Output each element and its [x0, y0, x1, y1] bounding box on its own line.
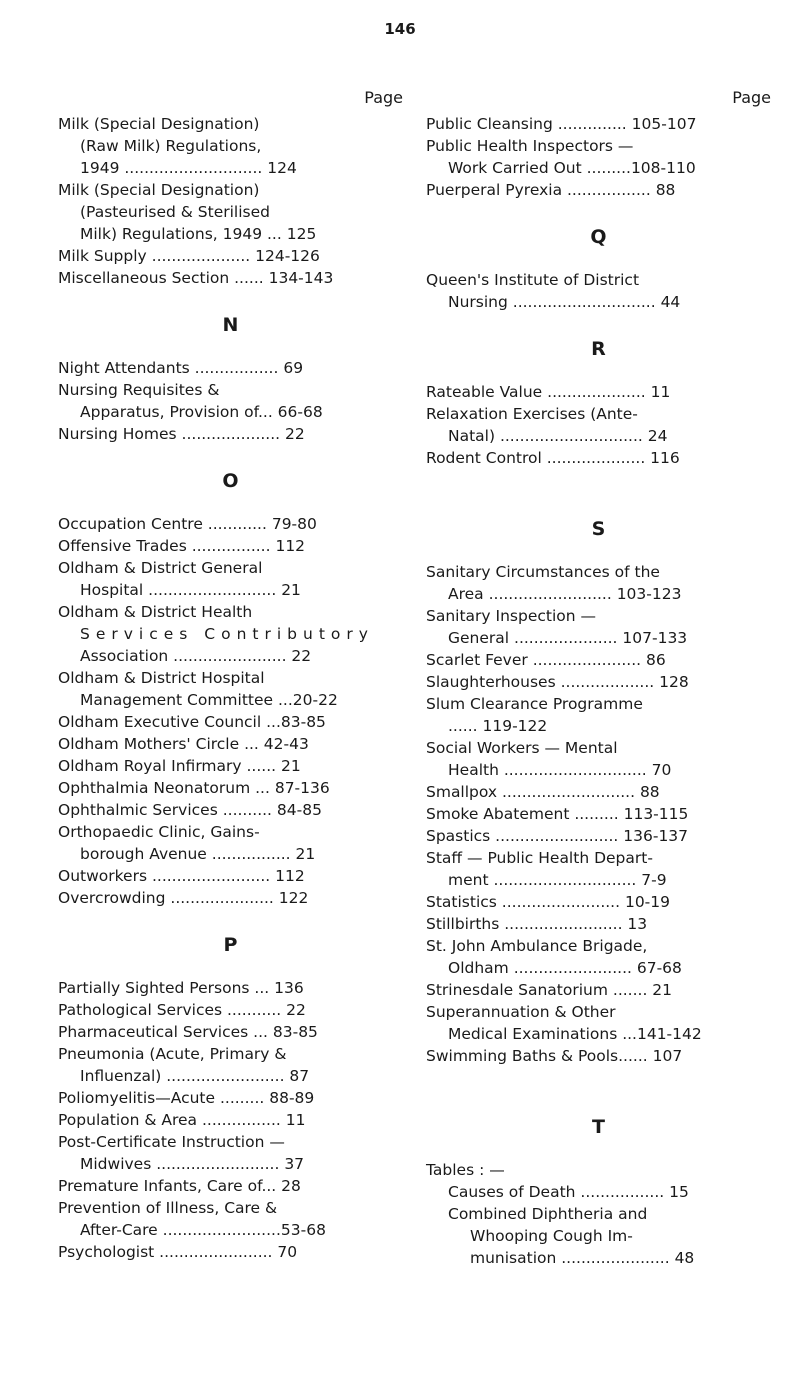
index-entry — [58, 667, 403, 711]
index-entry — [58, 1175, 403, 1197]
index-entry — [426, 113, 771, 135]
index-entry-line: Premature Infants, Care of... 28 — [58, 1177, 301, 1195]
index-entry-line: Night Attendants ................. 69 — [58, 359, 304, 377]
index-entry-line: Swimming Baths & Pools...... 107 — [426, 1047, 683, 1065]
index-entry — [426, 1045, 771, 1067]
index-entry-line: Influenzal) ........................ 87 — [80, 1067, 310, 1085]
index-entry — [426, 1001, 771, 1045]
index-entry-line: Midwives ......................... 37 — [80, 1155, 305, 1173]
index-entry — [58, 1021, 403, 1043]
index-entry — [58, 1043, 403, 1087]
index-entries — [426, 113, 771, 1269]
index-entry-line: Public Cleansing .............. 105-107 — [426, 115, 697, 133]
index-entry — [58, 711, 403, 733]
index-entry-line: Combined Diphtheria and — [448, 1205, 648, 1223]
index-entry — [426, 381, 771, 403]
index-entry — [58, 821, 403, 865]
index-entry-line: After-Care ........................53-68 — [80, 1221, 326, 1239]
index-entry — [58, 557, 403, 601]
index-entry-line: Statistics ........................ 10-19 — [426, 893, 670, 911]
index-entry-line: Milk (Special Designation) — [58, 115, 260, 133]
index-entry-line: Prevention of Illness, Care & — [58, 1199, 278, 1217]
index-entry-line: General ..................... 107-133 — [448, 629, 688, 647]
section-letter: O — [222, 470, 239, 492]
index-entry — [426, 269, 771, 313]
index-entry-line: Poliomyelitis—Acute ......... 88-89 — [58, 1089, 315, 1107]
index-entry — [426, 447, 771, 469]
index-entry — [426, 1181, 771, 1203]
index-entry — [58, 423, 403, 445]
index-entry — [426, 935, 771, 979]
index-entry-line: Oldham & District Hospital — [58, 669, 265, 687]
index-entry-line: Outworkers ........................ 112 — [58, 867, 305, 885]
index-entry-line: Strinesdale Sanatorium ....... 21 — [426, 981, 673, 999]
index-entry-line: Nursing ............................. 44 — [448, 293, 681, 311]
index-entry — [58, 755, 403, 777]
index-entry-line: Smoke Abatement ......... 113-115 — [426, 805, 689, 823]
index-entry-line: Partially Sighted Persons ... 136 — [58, 979, 304, 997]
index-entry-line: borough Avenue ................ 21 — [80, 845, 316, 863]
section-letter: R — [591, 338, 606, 360]
index-entry-line: Superannuation & Other — [426, 1003, 616, 1021]
index-entry-line: Spastics ......................... 136-137 — [426, 827, 689, 845]
index-entry-line: Scarlet Fever ...................... 86 — [426, 651, 666, 669]
section-letter: T — [592, 1116, 605, 1138]
index-entry-line: ment ............................. 7-9 — [448, 871, 667, 889]
index-entry — [58, 379, 403, 423]
index-entry-line: Relaxation Exercises (Ante- — [426, 405, 638, 423]
index-entry-line: Miscellaneous Section ...... 134-143 — [58, 269, 334, 287]
index-entry — [426, 561, 771, 605]
index-entry-line: Association ....................... 22 — [80, 647, 312, 665]
index-entry — [58, 113, 403, 179]
section-letter: P — [223, 934, 238, 956]
index-entry-line: Natal) ............................. 24 — [448, 427, 668, 445]
index-entry-line: Oldham ........................ 67-68 — [448, 959, 682, 977]
index-entry-line: Oldham & District Health — [58, 603, 253, 621]
index-entry-line: Oldham Royal Infirmary ...... 21 — [58, 757, 301, 775]
index-entry — [58, 733, 403, 755]
index-entry — [426, 693, 771, 737]
index-entry — [58, 179, 403, 245]
index-entry — [58, 799, 403, 821]
section-letter: Q — [590, 226, 607, 248]
index-entry-line: Sanitary Inspection — — [426, 607, 597, 625]
index-entry-line: Medical Examinations ...141-142 — [448, 1025, 702, 1043]
index-entry-line: Puerperal Pyrexia ................. 88 — [426, 181, 676, 199]
index-entry-line: Smallpox ........................... 88 — [426, 783, 660, 801]
index-entry — [426, 979, 771, 1001]
index-entry — [426, 847, 771, 891]
index-entry-line: Rateable Value .................... 11 — [426, 383, 671, 401]
index-entry — [58, 865, 403, 887]
index-entry-line: Oldham Mothers' Circle ... 42-43 — [58, 735, 309, 753]
index-entry-line: Post-Certificate Instruction — — [58, 1133, 285, 1151]
index-entry — [426, 1159, 771, 1181]
index-entry-line: Area ......................... 103-123 — [448, 585, 682, 603]
index-entry — [58, 777, 403, 799]
index-entry-line: Sanitary Circumstances of the — [426, 563, 660, 581]
index-entry — [426, 135, 771, 179]
index-entry — [58, 1131, 403, 1175]
index-entry — [426, 825, 771, 847]
index-entry — [426, 403, 771, 447]
index-entry — [426, 179, 771, 201]
spacer — [426, 1067, 771, 1091]
index-entry — [58, 1087, 403, 1109]
index-entry-line: Orthopaedic Clinic, Gains- — [58, 823, 260, 841]
index-entry-line: Causes of Death ................. 15 — [448, 1183, 689, 1201]
section-letter: S — [591, 518, 606, 540]
index-entry — [426, 1203, 771, 1269]
index-entry-line: Staff — Public Health Depart- — [426, 849, 653, 867]
section-letter: N — [222, 314, 239, 336]
index-entry — [58, 999, 403, 1021]
index-entry — [58, 267, 403, 289]
index-entry-line: Apparatus, Provision of... 66-68 — [80, 403, 323, 421]
page-column-header: Page — [364, 88, 403, 107]
index-entry-line: Oldham & District General — [58, 559, 263, 577]
index-entry-line: Management Committee ...20-22 — [80, 691, 338, 709]
index-entry-line: Nursing Requisites & — [58, 381, 220, 399]
index-entry-line: Whooping Cough Im- — [470, 1227, 633, 1245]
index-entry — [58, 1241, 403, 1263]
index-entry-line: Overcrowding ..................... 122 — [58, 889, 309, 907]
index-entry-line: munisation ...................... 48 — [470, 1249, 695, 1267]
index-entry — [426, 803, 771, 825]
index-entry-line: Ophthalmia Neonatorum ... 87-136 — [58, 779, 330, 797]
index-entry-line: Rodent Control .................... 116 — [426, 449, 680, 467]
index-entry-line: Tables : — — [426, 1161, 505, 1179]
index-entry — [58, 601, 403, 667]
index-entry — [58, 1109, 403, 1131]
index-entry-line: Occupation Centre ............ 79-80 — [58, 515, 317, 533]
index-entry — [426, 671, 771, 693]
index-entry — [426, 781, 771, 803]
index-entry-line: Offensive Trades ................ 112 — [58, 537, 306, 555]
index-entry-line: Milk Supply .................... 124-126 — [58, 247, 320, 265]
index-entry-line: Milk) Regulations, 1949 ... 125 — [80, 225, 317, 243]
index-entry-line: Health ............................. 70 — [448, 761, 672, 779]
index-column-right — [426, 88, 771, 1269]
index-entry-line: Population & Area ................ 11 — [58, 1111, 306, 1129]
index-entry-line: Services Contributory — [80, 625, 374, 643]
index-entry — [426, 737, 771, 781]
index-entry — [426, 649, 771, 671]
index-entry-line: Work Carried Out .........108-110 — [448, 159, 696, 177]
index-entry-line: Milk (Special Designation) — [58, 181, 260, 199]
index-entry — [58, 357, 403, 379]
index-entry-line: Pathological Services ........... 22 — [58, 1001, 306, 1019]
index-entry-line: Social Workers — Mental — [426, 739, 618, 757]
index-entry — [58, 887, 403, 909]
index-entry — [58, 535, 403, 557]
index-entry-line: (Raw Milk) Regulations, — [80, 137, 262, 155]
index-entry-line: Pharmaceutical Services ... 83-85 — [58, 1023, 318, 1041]
index-entry-line: Pneumonia (Acute, Primary & — [58, 1045, 287, 1063]
index-column-left — [58, 88, 403, 1263]
index-entry-line: Hospital .......................... 21 — [80, 581, 301, 599]
index-entry-line: Queen's Institute of District — [426, 271, 640, 289]
index-entry-line: Nursing Homes .................... 22 — [58, 425, 305, 443]
index-entry-line: Psychologist ....................... 70 — [58, 1243, 298, 1261]
index-entry-line: 1949 ............................ 124 — [80, 159, 297, 177]
page-number: 146 — [384, 20, 416, 38]
index-entry — [58, 1197, 403, 1241]
index-entry-line: Ophthalmic Services .......... 84-85 — [58, 801, 322, 819]
index-entry — [426, 913, 771, 935]
index-entry-line: (Pasteurised & Sterilised — [80, 203, 270, 221]
index-entry — [58, 977, 403, 999]
index-entry-line: Public Health Inspectors — — [426, 137, 634, 155]
spacer — [426, 469, 771, 493]
index-entry-line: Slaughterhouses ................... 128 — [426, 673, 689, 691]
index-entry-line: Slum Clearance Programme — [426, 695, 643, 713]
index-entry — [58, 245, 403, 267]
index-entry-line: Stillbirths ........................ 13 — [426, 915, 648, 933]
index-entry-line: St. John Ambulance Brigade, — [426, 937, 648, 955]
index-entry — [426, 605, 771, 649]
page-column-header: Page — [732, 88, 771, 107]
index-entry — [58, 513, 403, 535]
index-entry-line: ...... 119-122 — [448, 717, 548, 735]
index-entry-line: Oldham Executive Council ...83-85 — [58, 713, 326, 731]
index-entries — [58, 113, 403, 1263]
index-entry — [426, 891, 771, 913]
